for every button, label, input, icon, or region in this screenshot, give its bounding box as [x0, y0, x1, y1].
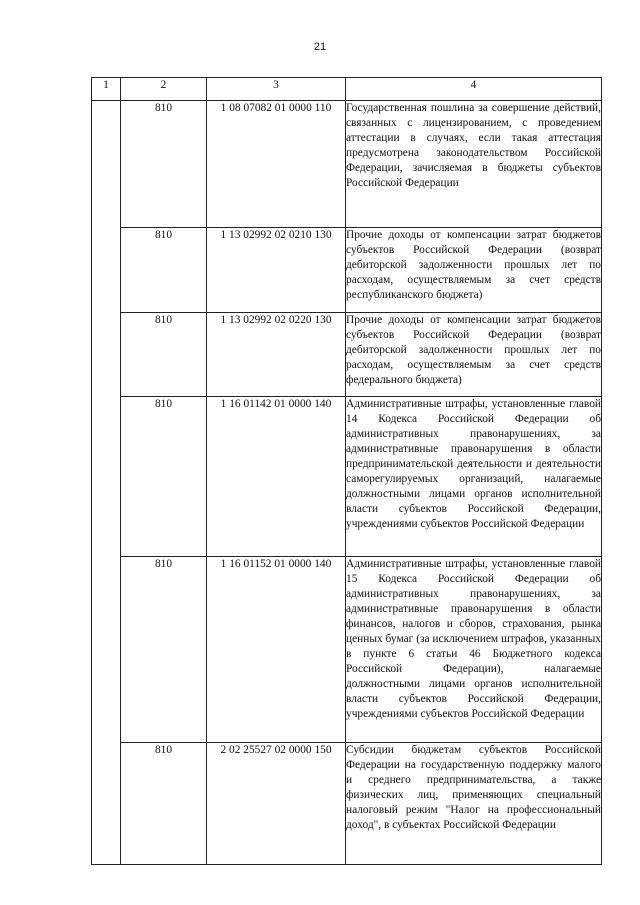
revenue-code-cell: 1 13 02992 02 0220 130	[207, 313, 346, 397]
revenue-code-cell: 1 13 02992 02 0210 130	[207, 228, 346, 313]
revenue-code-cell: 2 02 25527 02 0000 150	[207, 743, 346, 865]
table-row	[92, 101, 602, 228]
column-header-3: 3	[207, 78, 346, 101]
description-text: Административные штрафы, установленные главой 15 Кодекса Российской Федерации об административных правонарушениях, за административные правонарушения в области финансов, налогов и сборов, страхования, рынка ценных бумаг (за исключением штрафов, указанных в пункте 6 статьи 46 Бюджетного кодекса Российской Федерации), налагаемые должностными лицами органов исполнительной власти субъектов Российской Федерации, учреждениями субъектов Российской Федерации	[346, 558, 601, 720]
description-text: Государственная пошлина за совершение действий, связанных с лицензированием, с проведением аттестации в случаях, если такая аттестация предусмотрена законодательством Российской Федерации, зачисляемая в бюджеты субъектов Российской Федерации	[346, 102, 601, 189]
table-row	[92, 743, 602, 865]
admin-code-cell: 810	[121, 397, 207, 557]
table-row	[92, 557, 602, 743]
column-header-4: 4	[346, 78, 602, 101]
description-cell	[346, 101, 602, 228]
description-cell	[346, 397, 602, 557]
column-header-1: 1	[92, 78, 121, 101]
admin-code-cell: 810	[121, 228, 207, 313]
page-number: 21	[313, 41, 327, 53]
table-row	[92, 228, 602, 313]
description-text: Прочие доходы от компенсации затрат бюджетов субъектов Российской Федерации (возврат дебиторской задолженности прошлых лет по расходам, осуществляемым за счет средств республиканского бюджета)	[346, 229, 601, 301]
revenue-code-cell: 1 16 01152 01 0000 140	[207, 557, 346, 743]
description-cell	[346, 743, 602, 865]
admin-code-cell: 810	[121, 101, 207, 228]
column-header-2: 2	[121, 78, 207, 101]
admin-code-cell: 810	[121, 743, 207, 865]
admin-code-cell: 810	[121, 313, 207, 397]
description-text: Субсидии бюджетам субъектов Российской Федерации на государственную поддержку малого и среднего предпринимательства, а также физических лиц, применяющих специальный налоговый режим "Налог на профессиональный доход", в субъектах Российской Федерации	[346, 744, 601, 831]
table-header-row	[92, 78, 602, 101]
admin-code-cell: 810	[121, 557, 207, 743]
table-row	[92, 397, 602, 557]
description-cell	[346, 313, 602, 397]
table-row	[92, 313, 602, 397]
description-cell	[346, 557, 602, 743]
description-text: Административные штрафы, установленные главой 14 Кодекса Российской Федерации об административных правонарушениях, за административные правонарушения в области предпринимательской деятельности и деятельности саморегулируемых организаций, налагаемые должностными лицами органов исполнительной власти субъектов Российской Федерации, учреждениями субъектов Российской Федерации	[346, 398, 601, 530]
revenue-code-cell: 1 16 01142 01 0000 140	[207, 397, 346, 557]
column-1-merged-cell	[92, 101, 121, 865]
revenue-code-cell: 1 08 07082 01 0000 110	[207, 101, 346, 228]
revenue-codes-table	[91, 77, 602, 865]
description-text: Прочие доходы от компенсации затрат бюджетов субъектов Российской Федерации (возврат дебиторской задолженности прошлых лет по расходам, осуществляемым за счет средств федерального бюджета)	[346, 314, 601, 386]
description-cell	[346, 228, 602, 313]
